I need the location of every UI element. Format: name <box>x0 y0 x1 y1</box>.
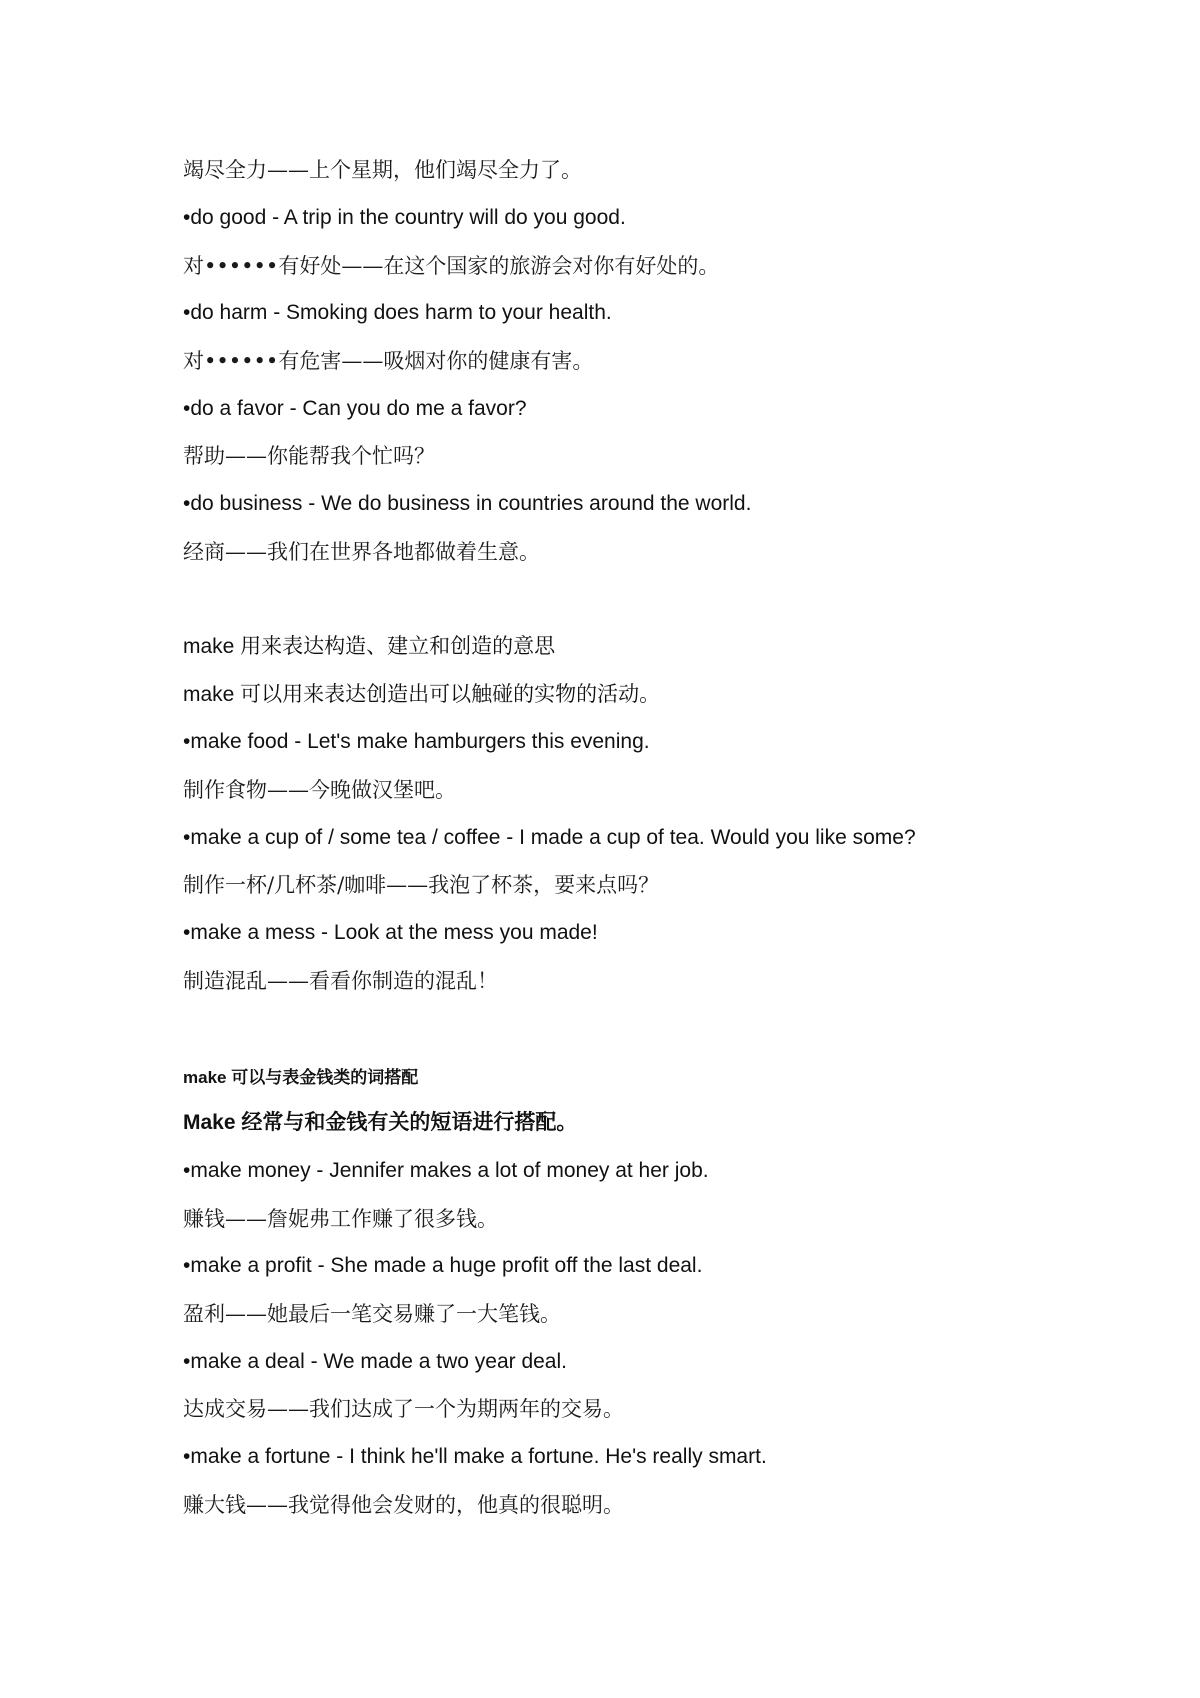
translation-line: 竭尽全力——上个星期，他们竭尽全力了。 <box>183 158 582 182</box>
translation-line: 盈利——她最后一笔交易赚了一大笔钱。 <box>183 1302 561 1326</box>
section-intro-line: make 可以用来表达创造出可以触碰的实物的活动。 <box>183 683 661 706</box>
example-line: •make money - Jennifer makes a lot of money at her job. <box>183 1159 709 1182</box>
example-line: •make a profit - She made a huge profit off the last deal. <box>183 1254 703 1277</box>
example-line: •make a mess - Look at the mess you made! <box>183 921 598 944</box>
translation-line: 制作食物——今晚做汉堡吧。 <box>183 778 456 802</box>
translation-line: 经商——我们在世界各地都做着生意。 <box>183 540 540 564</box>
example-line: •do business - We do business in countries around the world. <box>183 492 752 515</box>
example-line: •make a fortune - I think he'll make a fortune. He's really smart. <box>183 1445 767 1468</box>
translation-line: 对••••••有危害——吸烟对你的健康有害。 <box>183 349 594 373</box>
translation-line: 帮助——你能帮我个忙吗？ <box>183 444 435 468</box>
translation-line: 制作一杯/几杯茶/咖啡——我泡了杯茶，要来点吗？ <box>183 873 660 897</box>
translation-line: 达成交易——我们达成了一个为期两年的交易。 <box>183 1397 624 1421</box>
example-line: •do a favor - Can you do me a favor? <box>183 397 527 420</box>
section-heading: Make 经常与和金钱有关的短语进行搭配。 <box>183 1111 578 1134</box>
example-line: •do harm - Smoking does harm to your health. <box>183 301 612 324</box>
translation-line: 赚大钱——我觉得他会发财的，他真的很聪明。 <box>183 1493 624 1517</box>
translation-line: 制造混乱——看看你制造的混乱！ <box>183 969 498 993</box>
section-heading-small: make 可以与表金钱类的词搭配 <box>183 1068 419 1087</box>
example-line: •do good - A trip in the country will do you good. <box>183 206 626 229</box>
section-intro-line: make 用来表达构造、建立和创造的意思 <box>183 635 556 658</box>
translation-line: 对••••••有好处——在这个国家的旅游会对你有好处的。 <box>183 254 720 278</box>
example-line: •make a deal - We made a two year deal. <box>183 1350 567 1373</box>
example-line: •make a cup of / some tea / coffee - I made a cup of tea. Would you like some? <box>183 826 916 849</box>
example-line: •make food - Let's make hamburgers this evening. <box>183 730 650 753</box>
translation-line: 赚钱——詹妮弗工作赚了很多钱。 <box>183 1207 498 1231</box>
